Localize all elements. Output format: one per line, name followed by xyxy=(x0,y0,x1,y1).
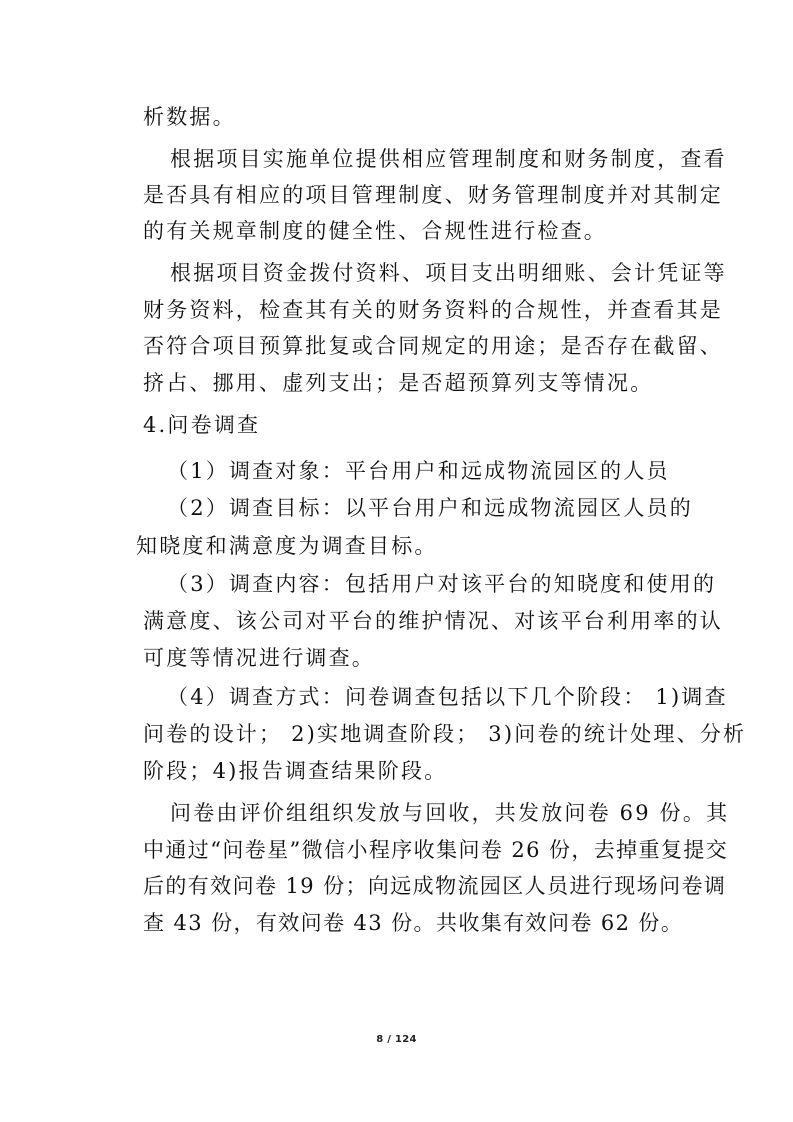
text-line: 查 43 份，有效问卷 43 份。共收集有效问卷 62 份。 xyxy=(143,911,684,935)
text-line: 是否具有相应的项目管理制度、财务管理制度并对其制定 xyxy=(143,183,723,207)
text-line: 根据项目资金拨付资料、项目支出明细账、会计凭证等 xyxy=(170,261,727,285)
text-line: 知晓度和满意度为调查目标。 xyxy=(136,534,438,558)
text-line: 满意度、该公司对平台的维护情况、对该平台利用率的认 xyxy=(143,609,723,633)
page-number: 8 / 124 xyxy=(376,1034,417,1045)
text-line: 问卷由评价组组织发放与回收，共发放问卷 69 份。其 xyxy=(170,801,730,825)
text-line: （1）调查对象：平台用户和远成物流园区的人员 xyxy=(167,459,670,483)
text-line: 的有关规章制度的健全性、合规性进行检查。 xyxy=(143,219,607,243)
text-line: 阶段；4)报告调查结果阶段。 xyxy=(143,759,448,783)
text-line: 挤占、挪用、虚列支出；是否超预算列支等情况。 xyxy=(143,371,654,395)
section-heading: 4.问卷调查 xyxy=(143,413,261,437)
text-line: 根据项目实施单位提供相应管理制度和财务制度，查看 xyxy=(170,147,727,171)
text-line: 后的有效问卷 19 份；向远成物流园区人员进行现场问卷调 xyxy=(143,874,727,898)
text-line: （3）调查内容：包括用户对该平台的知晓度和使用的 xyxy=(167,572,717,596)
text-line: 问卷的设计； 2)实地调查阶段； 3)问卷的统计处理、分析 xyxy=(143,722,747,746)
text-line: 财务资料，检查其有关的财务资料的合规性，并查看其是 xyxy=(143,298,723,322)
text-line: 可度等情况进行调查。 xyxy=(143,646,375,670)
text-line: 中通过“问卷星”微信小程序收集问卷 26 份，去掉重复提交 xyxy=(143,838,729,862)
text-line: 析数据。 xyxy=(143,105,236,129)
text-line: 否符合项目预算批复或合同规定的用途；是否存在截留、 xyxy=(143,334,723,358)
text-line: （2）调查目标：以平台用户和远成物流园区人员的 xyxy=(167,496,693,520)
text-line: （4）调查方式：问卷调查包括以下几个阶段： 1)调查 xyxy=(167,685,728,709)
